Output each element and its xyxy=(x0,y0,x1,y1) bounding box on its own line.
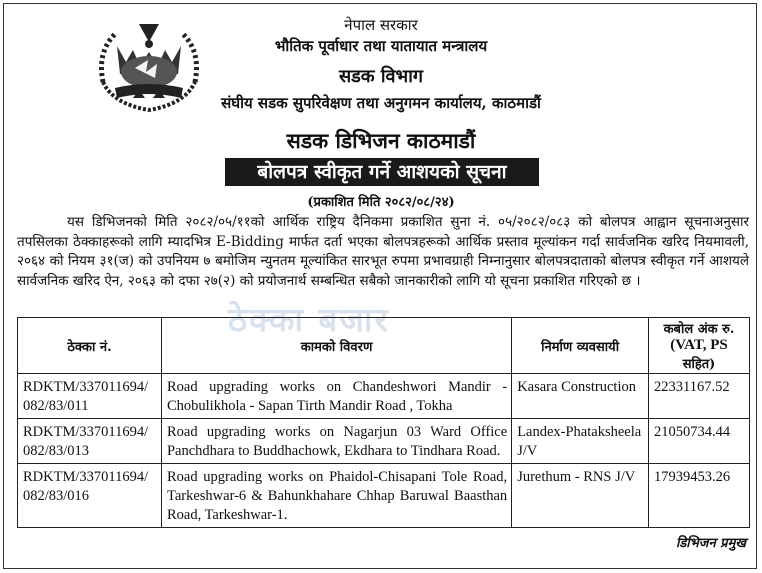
notice-body-text: यस डिभिजनको मिति २०८२/०५/११को आर्थिक राष्ट्रिय दैनिकमा प्रकाशित सुना नं. ०५/२०८२/०८३ को बोलपत्र आह्वान सूचनाअनुसार तपसिलका ठेक्काहरूको लागि म्यादभित्र E-Bidding मार्फत दर्ता भएका बोलपत्रहरूको आर्थिक प्रस्ताव मूल्यांकन गर्दा सार्वजनिक खरिद नियमावली, २०६४ को नियम ३१(ज) को उपनियम ७ बमोजिम न्युनतम मूल्यांकित सारभूत रुपमा प्रभावग्राही निम्नानुसार बोलपत्रदाताको बोलपत्र स्वीकृत गर्ने आशयले सार्वजनिक खरिद ऐन, २०६३ को दफा २७(२) को प्रयोजनार्थ सम्बन्धित सबैको जानकारीको लागि यो सूचना प्रकाशित गरिएको छ । xyxy=(17,214,749,289)
header-contract-no: ठेक्का नं. xyxy=(18,318,162,374)
watermark-text: ठेक्का बजार xyxy=(228,300,390,339)
table-row xyxy=(18,419,750,464)
header-description: कामको विवरण xyxy=(161,318,511,374)
header-amount-line1: कबोल अंक रु. xyxy=(663,322,735,337)
amount-cell: 21050734.44 xyxy=(649,419,750,464)
header-amount-line3: सहित) xyxy=(682,357,716,372)
table-row xyxy=(18,374,750,419)
bid-acceptance-table xyxy=(17,317,750,528)
contract-no-cell: RDKTM/337011694/ 082/83/011 xyxy=(18,374,162,419)
table-row xyxy=(18,464,750,528)
signature-label: डिभिजन प्रमुख xyxy=(675,536,746,551)
header-amount-line2: (VAT, PS xyxy=(670,337,728,353)
ministry-heading: भौतिक पूर्वाधार तथा यातायात मन्त्रालय xyxy=(274,37,488,55)
description-cell: Road upgrading works on Chandeshwori Mandir - Chobulikhola - Sapan Tirth Mandir Road , Tokha xyxy=(161,374,511,419)
description-cell: Road upgrading works on Phaidol-Chisapani Tole Road, Tarkeshwar-6 & Bahunkhahare Chhap Baruwal Baasthan Road, Tarkeshwar-1. xyxy=(161,464,511,528)
builder-cell: Kasara Construction xyxy=(512,374,649,419)
description-cell: Road upgrading works on Nagarjun 03 Ward Office Panchdhara to Buddhachowk, Ekdhara to Tindhara Road. xyxy=(161,419,511,464)
contract-no-cell: RDKTM/337011694/ 082/83/013 xyxy=(18,419,162,464)
amount-cell: 22331167.52 xyxy=(649,374,750,419)
contract-no-cell: RDKTM/337011694/ 082/83/016 xyxy=(18,464,162,528)
notice-title-banner: बोलपत्र स्वीकृत गर्ने आशयको सूचना xyxy=(225,158,539,186)
header-amount xyxy=(649,318,750,374)
builder-cell: Landex-Phataksheela J/V xyxy=(512,419,649,464)
department-heading: सडक विभाग xyxy=(338,66,423,87)
header-builder: निर्माण व्यवसायी xyxy=(512,318,649,374)
builder-cell: Jurethum - RNS J/V xyxy=(512,464,649,528)
division-heading: सडक डिभिजन काठमाडौं xyxy=(286,128,476,153)
office-heading: संघीय सडक सुपरिवेक्षण तथा अनुगमन कार्यालय, काठमाडौं xyxy=(221,94,541,112)
table-header-row xyxy=(18,318,750,374)
government-heading: नेपाल सरकार xyxy=(344,16,418,34)
published-date: (प्रकाशित मिति २०८२/०८/२४) xyxy=(307,195,455,210)
amount-cell: 17939453.26 xyxy=(649,464,750,528)
